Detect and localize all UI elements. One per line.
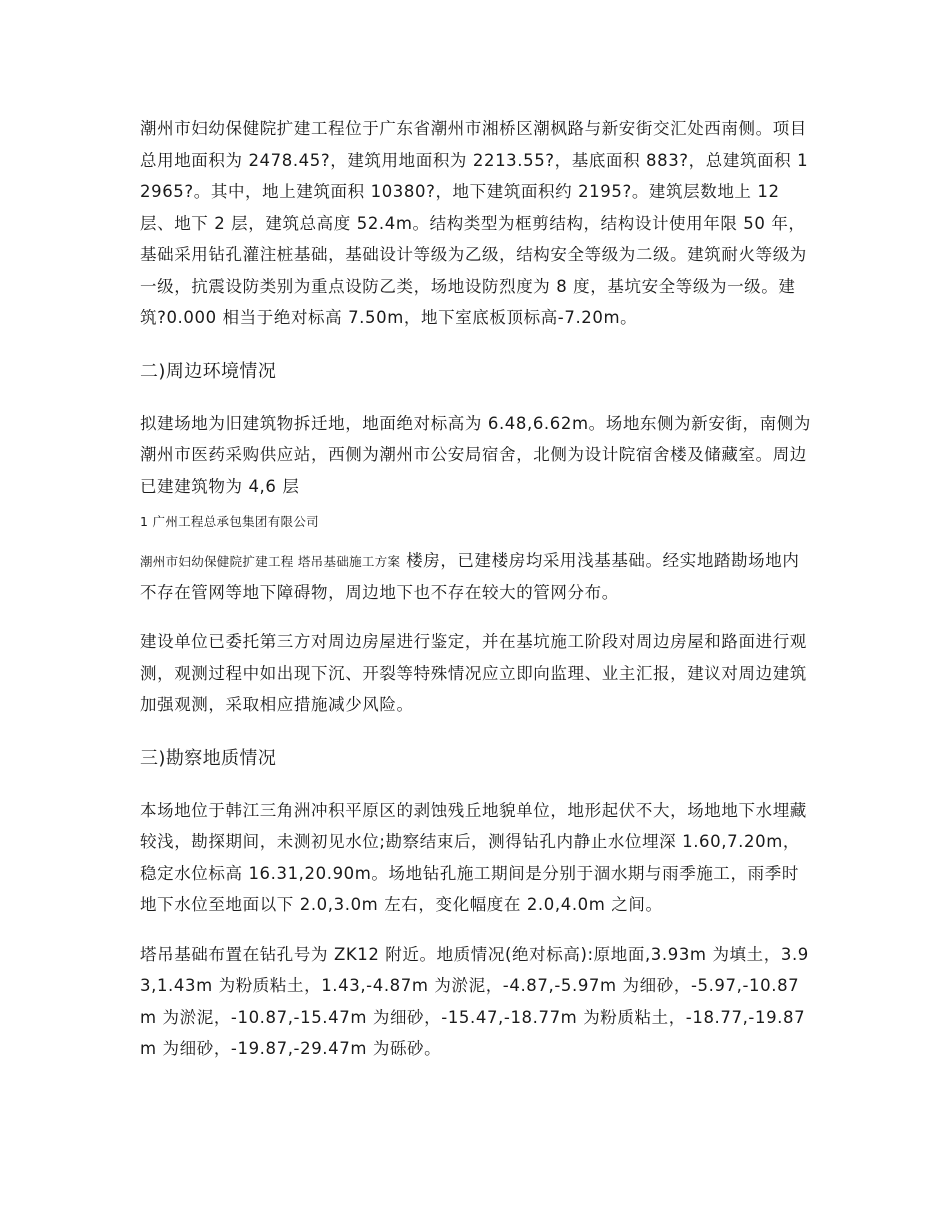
heading-surroundings: 二)周边环境情况 [140, 360, 277, 382]
paragraph-surroundings: 拟建场地为旧建筑物拆迁地，地面绝对标高为 6.48,6.62m。场地东侧为新安街，南侧为潮州市医药采购供应站，西侧为潮州市公安局宿舍，北侧为设计院宿舍楼及储藏室。周边已建建筑物为 4,6 层 [140, 413, 811, 496]
paragraph-project-overview: 潮州市妇幼保健院扩建工程位于广东省潮州市湘桥区潮枫路与新安街交汇处西南侧。项目总用地面积为 2478.45?，建筑用地面积为 2213.55?，基底面积 883?，总建筑面积 12965?。其中，地上建筑面积 10380?，地下建筑面积约 2195?。建筑层数地上 12 层、地下 2 层，建筑总高度 52.4m。结构类型为框剪结构，结构设计使用年限 50 年，基础采用钻孔灌注桩基础，基础设计等级为乙级，结构安全等级为二级。建筑耐火等级为一级，抗震设防类别为重点设防乙类，场地设防烈度为 8 度，基坑安全等级为一级。建筑?0.000 相当于绝对标高 7.50m，地下室底板顶标高-7.20m。 [140, 119, 809, 327]
paragraph-geology: 本场地位于韩江三角洲冲积平原区的剥蚀残丘地貌单位，地形起伏不大，场地地下水埋藏较浅，勘探期间，未测初见水位;勘察结束后，测得钻孔内静止水位埋深 1.60,7.20m，稳定水位标高 16.31,20.90m。场地钻孔施工期间是分别于涸水期与雨季施工，雨季时地下水位至地面以下 2.0,3.0m 左右，变化幅度在 2.0,4.0m 之间。 [140, 800, 807, 914]
paragraph-surroundings-continued [140, 545, 812, 608]
document-page [140, 113, 812, 1065]
running-header: 潮州市妇幼保健院扩建工程 塔吊基础施工方案 [140, 554, 401, 569]
page-footer: 1 广州工程总承包集团有限公司 [140, 514, 319, 529]
paragraph-crane-foundation: 塔吊基础布置在钻孔号为 ZK12 附近。地质情况(绝对标高):原地面,3.93m 为填土，3.93,1.43m 为粉质粘土，1.43,-4.87m 为淤泥，-4.87,-5.97m 为细砂，-5.97,-10.87m 为淤泥，-10.87,-15.47m 为细砂，-15.47,-18.77m 为粉质粘土，-18.77,-19.87m 为细砂，-19.87,-29.47m 为砾砂。 [140, 944, 809, 1058]
paragraph-monitoring: 建设单位已委托第三方对周边房屋进行鉴定，并在基坑施工阶段对周边房屋和路面进行观测，观测过程中如出现下沉、开裂等特殊情况应立即向监理、业主汇报，建议对周边建筑加强观测，采取相应措施减少风险。 [140, 632, 807, 714]
paragraph-surroundings-continued-text: 楼房，已建楼房均采用浅基基础。经实地踏勘场地内不存在管网等地下障碍物，周边地下也不存在较大的管网分布。 [140, 551, 800, 602]
heading-geology: 三)勘察地质情况 [140, 747, 277, 769]
